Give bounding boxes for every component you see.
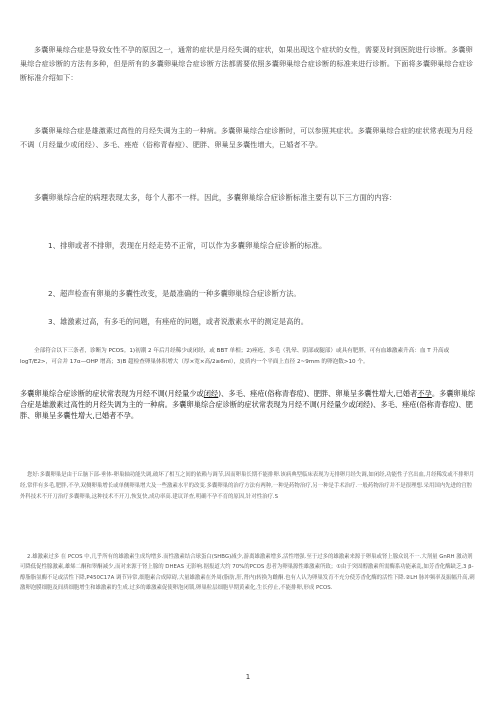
criterion-3-paragraph: 3、雄激素过高，有多毛的问题，有痤疮的问题，或者说激素水平的测定是高的。	[48, 317, 309, 326]
underlined-amenorrhea: 闭经	[203, 389, 219, 398]
diagnostic-note-paragraph: 全部符合以下三条者，诊断为 PCOS。1)初潮 2 年后月经稀少或闭经，或 BBT 单相；2)痤疮，多毛（乳晕、阴部或腿部）或具有肥胖，可有血雄激素升高：血 T 升高或 logT/E2>，可合并 17α—OHP 增高；3)B 超检查卵巢体积增大（厚×宽×高/2≥6ml），皮质内一个平面上直径 2~9mm 的卵泡数>10 个。	[20, 348, 450, 365]
androgen-detail-paragraph: 2.雄激素过多 在 PCOS 中,几乎所有的雄激素生成均增多.而性激素结合球蛋白(SHBG)减少,游离雄激素增多,活性增强.至于过多的雄激素来源于卵巢或肾上腺众说不一.大剂量 GnRH 激动剂可降低促性腺激素,雄烯二酮和睾酮减少,而对来源于肾上腺的 DHEAS 无影响.据报道大约 70%的PCOS 患者为卵巢源性雄激素所致；①由于突固醇激素所需酶系功能紊乱,如芳香化酶缺乏,3 β-醇脂脂氢酶不足或活性下降,P450C17A 调节异常,细胞素合成障碍,大量雄激素在外周(脂肪,肝,肾内)转换为雌酮.也有人认为卵巢发育不充分使芳香化酶的活性下降.②LH 脉冲频率及振幅升高,刺激卵泡膜细胞及间质细胞增生和雄激素的生成.过多的雄激素促使卵泡闭锁,卵巢粒层细胞早期黄素化,生长停止,不能排卵,形成 PCOS.	[20, 554, 475, 592]
underlined-infertility: 不孕	[417, 389, 432, 398]
criterion-2-paragraph: 2、超声检查有卵巢的多囊性改变，是最准确的一种多囊卵巢综合症诊断方法。	[48, 289, 301, 298]
bold-summary-part-a: 多囊卵巢综合症诊断的症状常表现为月经不调(月经量少或	[20, 389, 204, 398]
reply-paragraph: 您好:多囊卵巢是由于丘脑下部-垂体-卵巢轴功能失调,破坏了相互之间的依赖与调节,因而卵巢长期不能排卵.该病典型临床表现为无排卵月经失调,如闭经,功能性子宫出血,月经稀发或不排卵月经,常伴有多毛,肥胖,不孕,双侧卵巢增长或单侧卵巢增大及一些激素水平的改变.多囊卵巢的治疗方法有两种,一种是药物治疗,另一种是手术治疗.一般药物治疗并不是很理想.采用国内先进的宫腔外科技术不开刀治疗多囊卵巢,这种技术不开刀,恢复快,成功率高.建议详查,明确不孕不育的原因,针对性治疗.S	[20, 472, 475, 500]
intro-paragraph: 多囊卵巢综合症是导致女性不孕的原因之一，通常的症状是月经失调的症状，如果出现这个症状的女性，需要及时到医院进行诊断。多囊卵巢综合症诊断的方法有多种，但是所有的多囊卵巢综合症诊断方法都需要依照多囊卵巢综合症诊断的标准来进行诊断。下面将多囊卵巢综合症诊断标准介绍如下：	[20, 45, 474, 83]
definition-paragraph: 多囊卵巢综合症是雄激素过高性的月经失调为主的一种病。多囊卵巢综合症诊断时，可以参照其症状。多囊卵巢综合症的症状常表现为月经不调（月经量少或闭经）、多毛、痤疮（俗称青春痘）、肥胖、卵巢呈多囊性增大，已婚者不孕。	[20, 126, 473, 150]
page-number: 1	[245, 673, 251, 681]
bold-summary-part-c: 。多囊卵巢综合症是雄激素过高性的月经失调为主的一种病。多囊卵巢综合症诊断的症状常表现为月经不调(月经量少或闭经)、多毛、痤疮(俗称青春痘)、肥胖、卵巢呈多囊性增大,已婚者不孕。	[20, 389, 476, 421]
criterion-1-paragraph: 1、排卵或者不排卵，表现在月经走势不正常，可以作为多囊卵巢综合症诊断的标准。	[48, 241, 327, 250]
bold-summary-paragraph	[20, 388, 476, 422]
bold-summary-part-b: )、多毛、痤疮(俗称青春痘)、肥胖、卵巢呈多囊性增大,已婚者	[218, 389, 418, 398]
criteria-intro-paragraph: 多囊卵巢综合症的病理表现太多，每个人都不一样。因此，多囊卵巢综合症诊断标准主要有以下三方面的内容：	[34, 193, 397, 202]
